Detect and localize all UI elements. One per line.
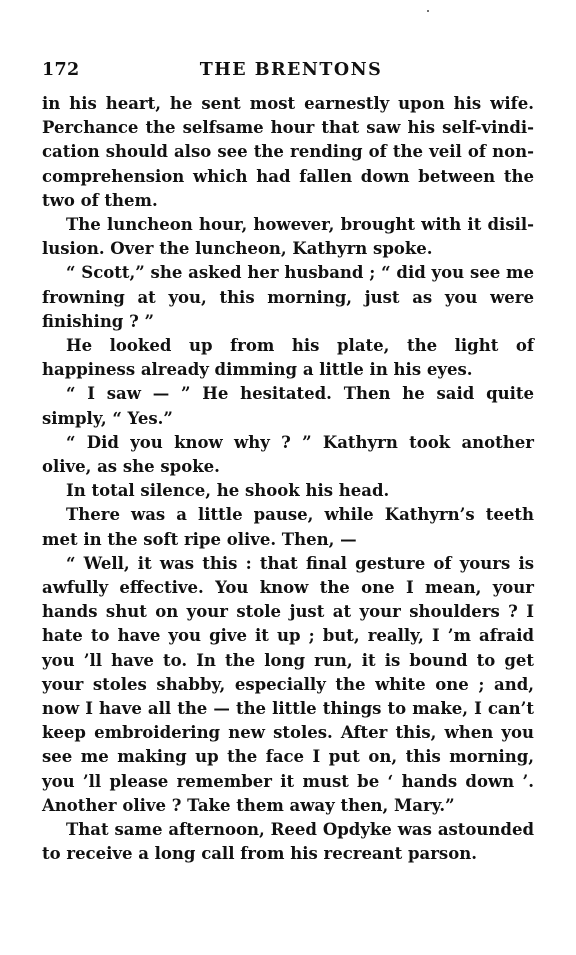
paragraph: “ I saw — ” He hesitated. Then he said quite simply, “ Yes.” [42,384,534,428]
body-text [42,92,534,867]
paragraph: The luncheon hour, however, brought with it disillusion. Over the luncheon, Kathyrn spoke. [42,215,534,259]
paragraph: “ Scott,” she asked her husband ; “ did you see me frowning at you, this morning, just as you were finishing ? ” [42,263,534,331]
print-speck [427,10,429,12]
page-header [42,60,534,84]
paragraph: That same afternoon, Reed Opdyke was astounded to receive a long call from his recreant parson. [42,820,534,864]
paragraph: There was a little pause, while Kathyrn’s teeth met in the soft ripe olive. Then, — [42,505,534,549]
page-number: 172 [42,60,80,80]
paragraph: He looked up from his plate, the light of happiness already dimming a little in his eyes. [42,336,534,380]
paragraph: “ Well, it was this : that final gesture of yours is awfully effective. You know the one I mean, your hands shut on your stole just at your shoulders ? I hate to have you give it up ; but, really, I ’m afraid you ’ll have to. In the long run, it is bound to get your stoles shabby, especially the white one ; and, now I have all the — the little things to make, I can’t keep embroidering new stoles. After this, when you see me making up the face I put on, this morning, you ’ll please remember it must be ‘ hands down ’. Another olive ? Take them away then, Mary.” [42,553,534,815]
paragraph: In total silence, he shook his head. [66,481,390,501]
running-head: THE BRENTONS [199,60,383,80]
paragraph: “ Did you know why ? ” Kathyrn took another olive, as she spoke. [42,432,534,477]
paragraph-continued: in his heart, he sent most earnestly upon his wife. Perchance the selfsame hour that saw his self-vindication should also see the rending of the veil of noncomprehension which had fallen down between the two of them. [42,94,534,210]
